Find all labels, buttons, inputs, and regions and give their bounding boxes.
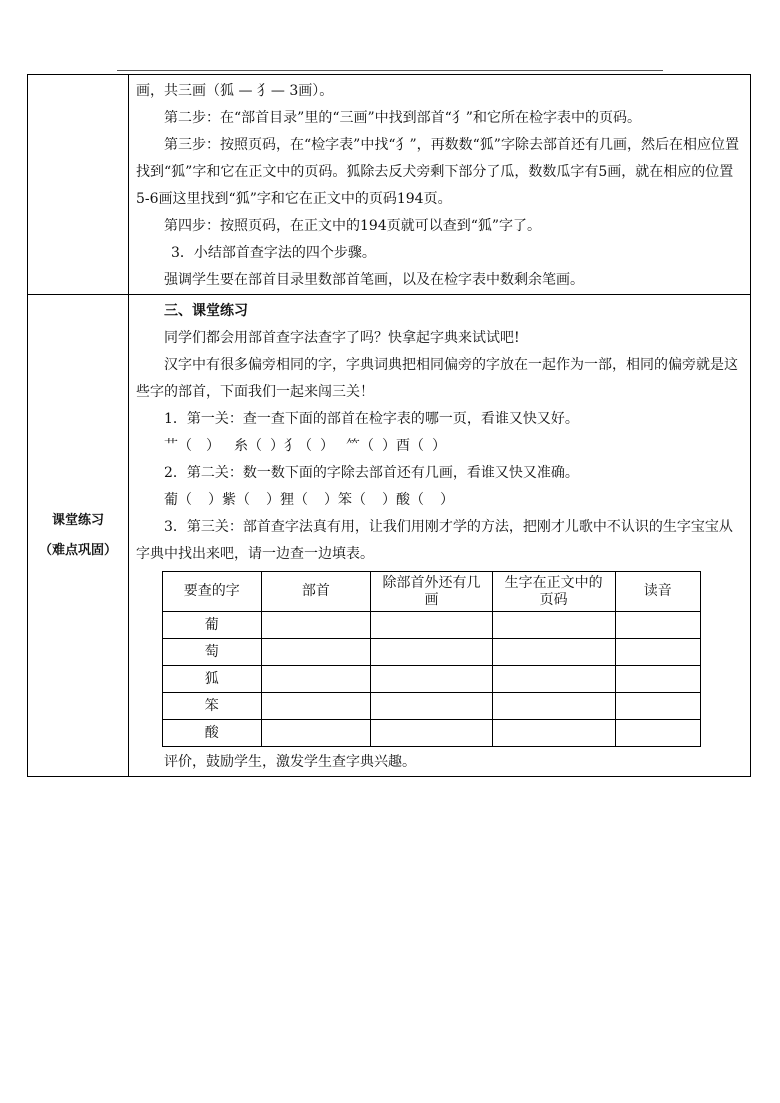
emphasis-text: 强调学生要在部首目录里数部首笔画，以及在检字表中数剩余笔画。 bbox=[164, 272, 584, 288]
table-row bbox=[163, 612, 701, 639]
radical-item: ） bbox=[320, 438, 334, 454]
radical-item: 糸（ bbox=[234, 438, 262, 454]
row-character: 萄 bbox=[163, 639, 262, 666]
blank-cell[interactable] bbox=[615, 666, 701, 693]
character-item: ）紫（ bbox=[208, 492, 250, 508]
radical-item: ） bbox=[206, 438, 220, 454]
blank-cell[interactable] bbox=[261, 612, 371, 639]
closing-remark: 评价，鼓励学生，激发学生查字典兴趣。 bbox=[164, 754, 416, 770]
blank-cell[interactable] bbox=[615, 612, 701, 639]
blank-cell[interactable] bbox=[261, 693, 371, 720]
blank-cell[interactable] bbox=[492, 612, 615, 639]
blank-cell[interactable] bbox=[615, 693, 701, 720]
practice-row bbox=[28, 295, 751, 777]
practice-sublabel: （难点巩固） bbox=[38, 542, 117, 558]
row-character: 笨 bbox=[163, 693, 262, 720]
row-character: 狐 bbox=[163, 666, 262, 693]
summary-text: 3．小结部首查字法的四个步骤。 bbox=[171, 245, 376, 261]
steps-label-cell bbox=[28, 75, 129, 295]
blank-cell[interactable] bbox=[371, 612, 493, 639]
character-item: ）酸（ bbox=[382, 492, 424, 508]
radical-item: ）犭（ bbox=[270, 438, 312, 454]
practice-content-cell bbox=[129, 295, 751, 777]
blank-cell[interactable] bbox=[492, 693, 615, 720]
practice-label: 课堂练习 bbox=[51, 512, 104, 528]
blank-cell[interactable] bbox=[615, 639, 701, 666]
lookup-table bbox=[162, 571, 701, 747]
step1-continuation: 画，共三画（狐 — 犭— 3画）。 bbox=[136, 83, 334, 99]
steps-content-cell bbox=[129, 75, 751, 295]
steps-row bbox=[28, 75, 751, 295]
blank-cell[interactable] bbox=[371, 639, 493, 666]
table-row bbox=[163, 639, 701, 666]
row-character: 酸 bbox=[163, 720, 262, 747]
row-character: 葡 bbox=[163, 612, 262, 639]
intro-question: 同学们都会用部首查字法查字了吗？快拿起字典来试试吧! bbox=[164, 330, 520, 346]
character-item: 葡（ bbox=[164, 492, 192, 508]
header-rule bbox=[117, 70, 663, 71]
header-character: 要查的字 bbox=[163, 572, 262, 612]
header-radical: 部首 bbox=[261, 572, 371, 612]
lookup-table-header bbox=[163, 572, 701, 612]
header-page: 生字在正文中的页码 bbox=[492, 572, 615, 612]
blank-cell[interactable] bbox=[371, 666, 493, 693]
header-strokes: 除部首外还有几画 bbox=[371, 572, 493, 612]
blank-cell[interactable] bbox=[615, 720, 701, 747]
level1-radicals bbox=[136, 433, 744, 460]
step3-text: 第三步：按照页码，在“检字表”中找“犭”，再数数“狐”字除去部首还有几画，然后在相应位置找到“狐”字和它在正文中的页码。狐除去反犬旁剩下部分了瓜，数数瓜字有5画，就在相应的位置5-6画这里找到“狐”字和它在正文中的页码194页。 bbox=[136, 137, 739, 207]
blank-cell[interactable] bbox=[371, 720, 493, 747]
table-row bbox=[163, 666, 701, 693]
radical-item: 艹（ bbox=[164, 438, 192, 454]
radical-item: ⺮（ bbox=[346, 438, 374, 454]
character-item: ） bbox=[440, 492, 454, 508]
blank-cell[interactable] bbox=[492, 639, 615, 666]
character-item: ）笨（ bbox=[324, 492, 366, 508]
blank-cell[interactable] bbox=[261, 639, 371, 666]
header-pronunciation: 读音 bbox=[615, 572, 701, 612]
radical-item: ）酉（ bbox=[382, 438, 424, 454]
blank-cell[interactable] bbox=[492, 720, 615, 747]
intro-explanation: 汉字中有很多偏旁相同的字，字典词典把相同偏旁的字放在一起作为一部，相同的偏旁就是这些字的部首，下面我们一起来闯三关！ bbox=[136, 357, 738, 400]
blank-cell[interactable] bbox=[261, 720, 371, 747]
blank-cell[interactable] bbox=[371, 693, 493, 720]
table-row bbox=[163, 693, 701, 720]
level3-instruction: 3．第三关：部首查字法真有用，让我们用刚才学的方法，把刚才儿歌中不认识的生字宝宝从字典中找出来吧，请一边查一边填表。 bbox=[136, 519, 733, 562]
level2-characters bbox=[136, 487, 744, 514]
blank-cell[interactable] bbox=[261, 666, 371, 693]
lesson-plan-table bbox=[27, 74, 751, 777]
character-item: ）狸（ bbox=[266, 492, 308, 508]
level2-instruction: 2．第二关：数一数下面的字除去部首还有几画，看谁又快又准确。 bbox=[164, 465, 579, 481]
step4-text: 第四步：按照页码，在正文中的194页就可以查到“狐”字了。 bbox=[164, 218, 542, 234]
table-row bbox=[163, 720, 701, 747]
section-title: 三、课堂练习 bbox=[164, 303, 248, 319]
blank-cell[interactable] bbox=[492, 666, 615, 693]
step2-text: 第二步：在“部首目录”里的“三画”中找到部首“犭”和它所在检字表中的页码。 bbox=[164, 110, 641, 126]
radical-item: ） bbox=[432, 438, 446, 454]
practice-label-cell bbox=[28, 295, 129, 777]
level1-instruction: 1．第一关：查一查下面的部首在检字表的哪一页，看谁又快又好。 bbox=[164, 411, 579, 427]
